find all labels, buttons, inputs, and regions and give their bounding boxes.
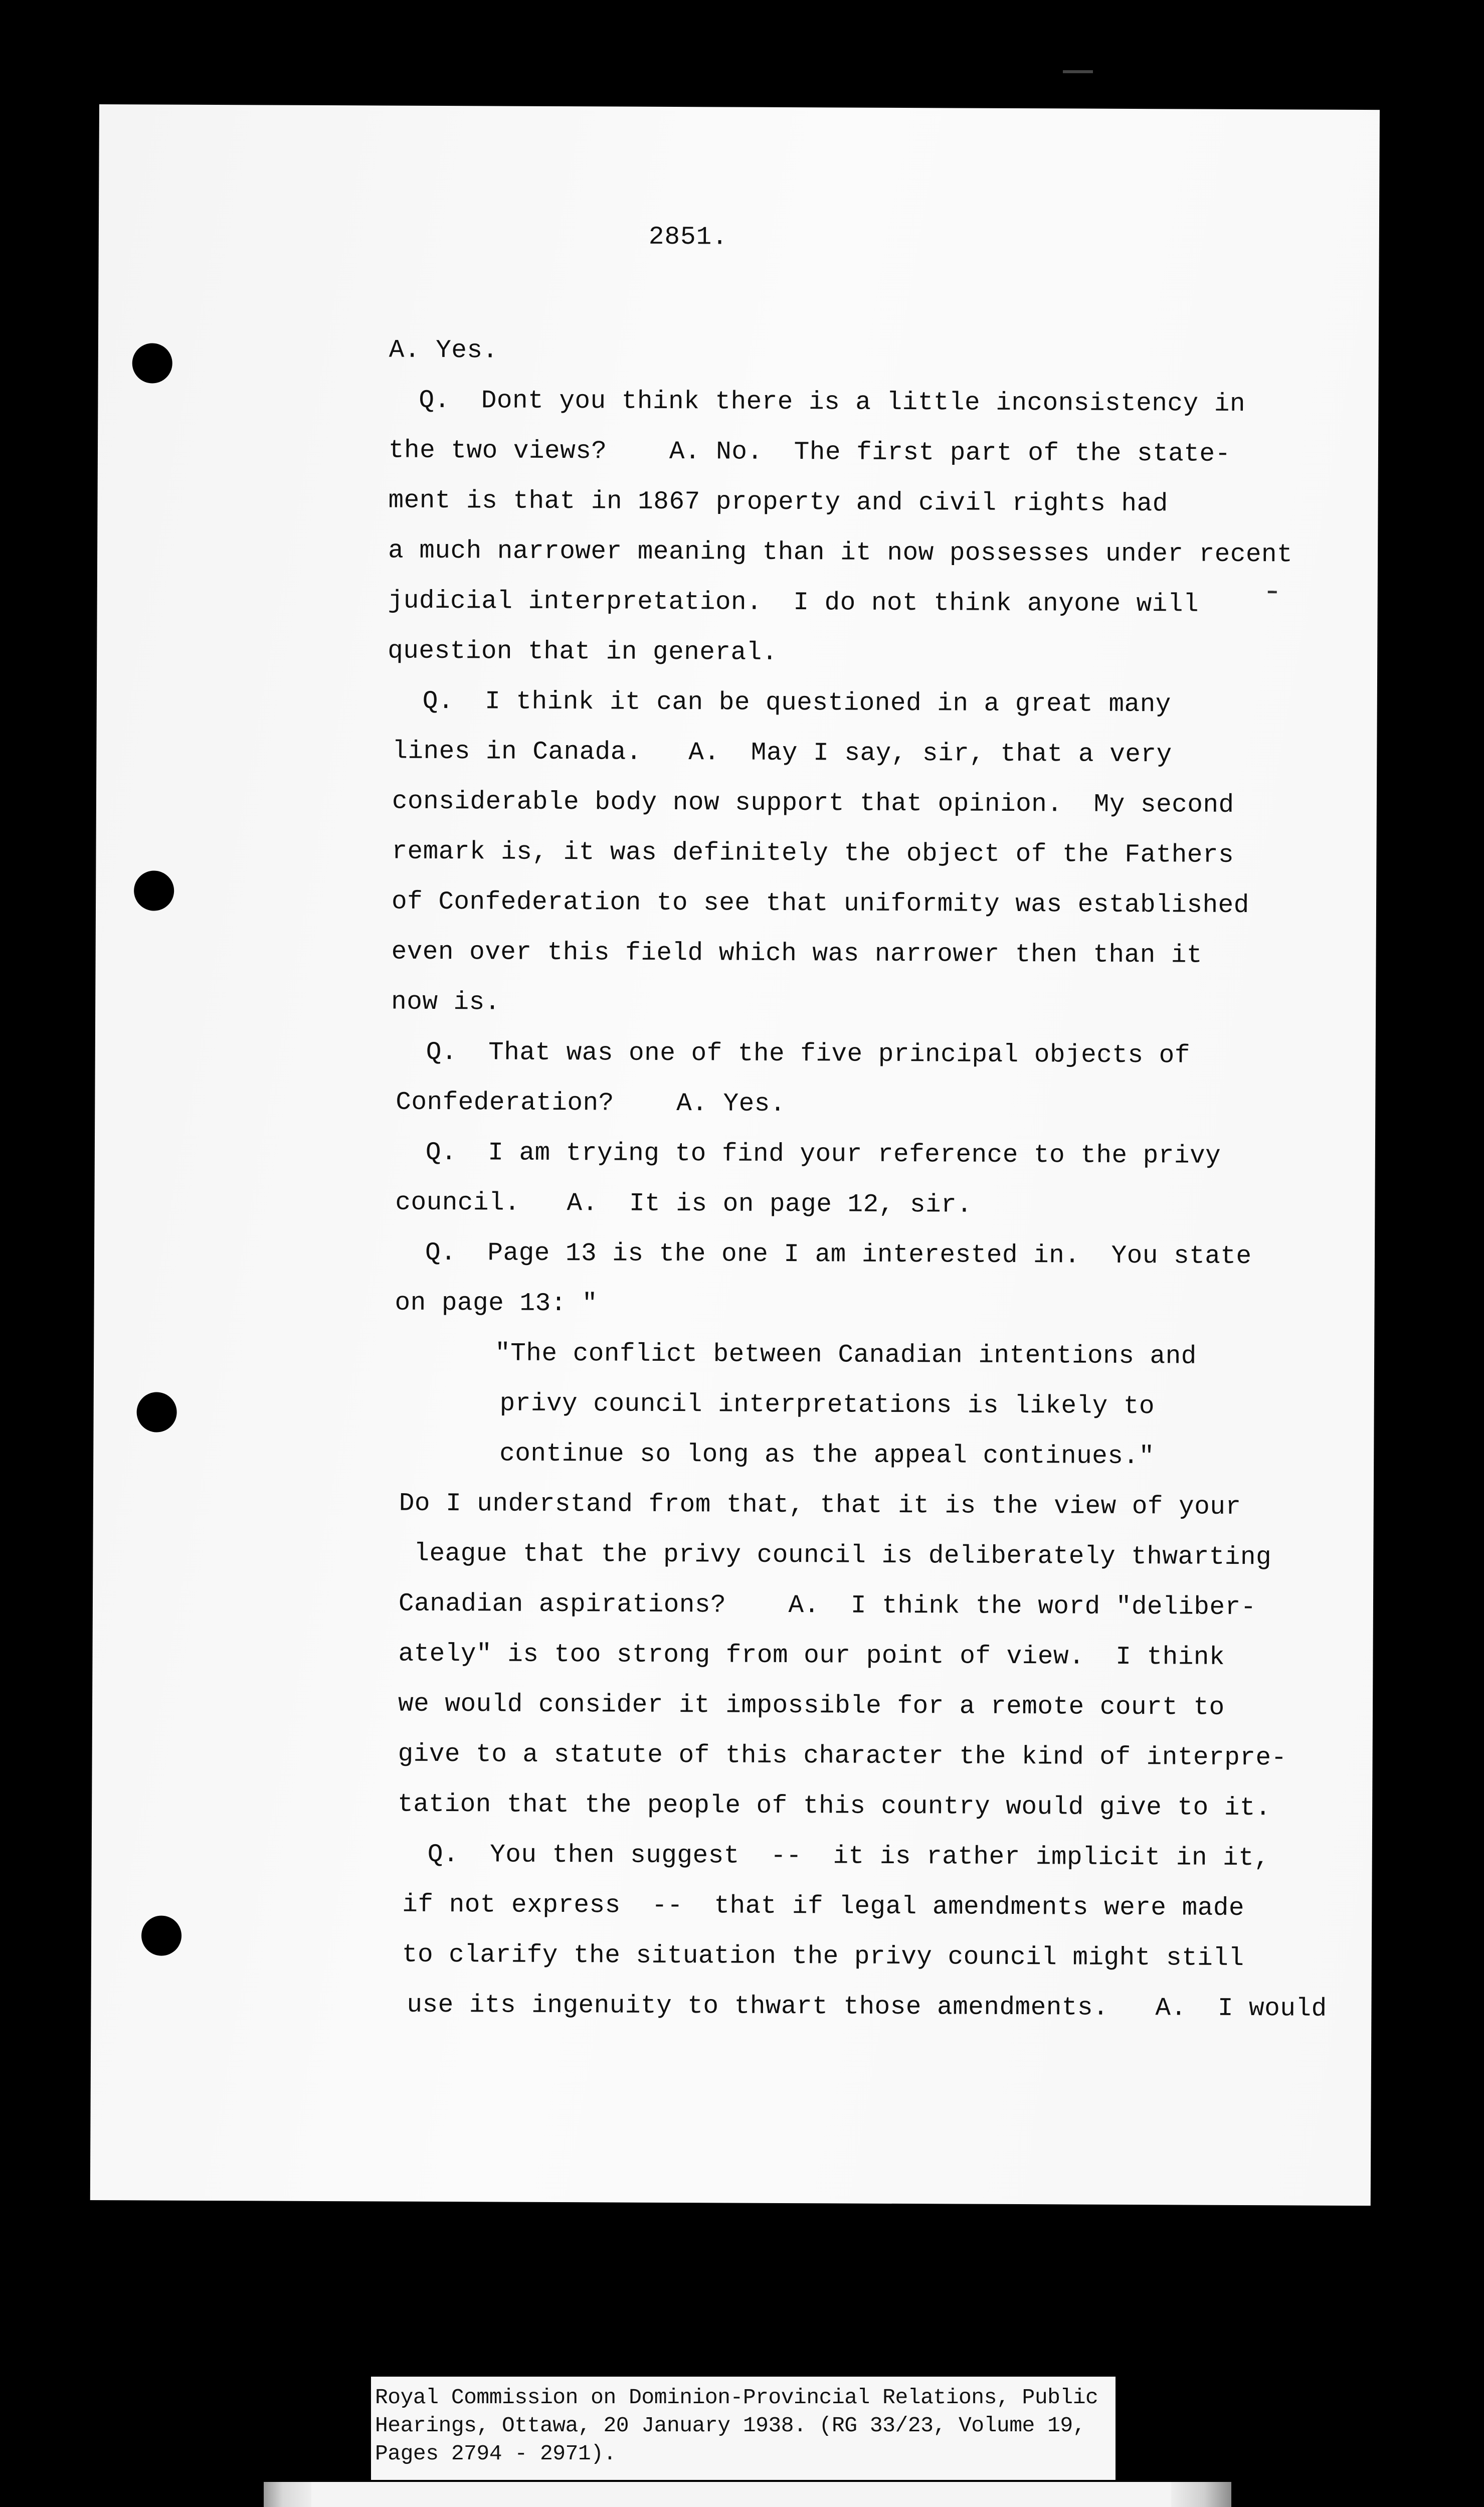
punch-hole [134, 870, 174, 911]
text-line: council. A. It is on page 12, sir. [395, 1188, 973, 1220]
text-line: even over this field which was narrower then than it [391, 938, 1203, 970]
text-line: tation that the people of this country would give to it. [398, 1790, 1271, 1823]
text-line: on page 13: " [395, 1289, 598, 1319]
punch-hole [141, 1915, 181, 1955]
text-line: to clarify the situation the privy council might still [402, 1940, 1244, 1973]
text-line: Q. That was one of the five principal objects of [426, 1038, 1191, 1070]
text-line: Q. Dont you think there is a little inconsistency in [419, 386, 1246, 419]
film-mark [1063, 70, 1093, 73]
quote-line: "The conflict between Canadian intentions and [495, 1339, 1197, 1371]
archives-stamp [264, 2482, 1231, 2507]
text-line: question that in general. [388, 637, 778, 667]
text-line: remark is, it was definitely the object of the Fathers [392, 837, 1234, 870]
text-line: Q. I am trying to find your reference to the privy [425, 1138, 1221, 1171]
text-line: A. Yes. [389, 336, 498, 366]
page-number: 2851. [648, 223, 728, 252]
text-line: a much narrower meaning than it now possesses under recent [388, 536, 1293, 570]
text-line: now is. [391, 988, 501, 1017]
punch-hole [132, 343, 172, 383]
text-line: the two views? A. No. The first part of the state- [388, 436, 1231, 469]
text-line: ment is that in 1867 property and civil rights had [388, 486, 1168, 519]
card-edge [264, 2482, 311, 2507]
document-page [90, 104, 1380, 2206]
stray-mark [1268, 591, 1277, 593]
text-line: league that the privy council is deliberately thwarting [414, 1539, 1272, 1572]
text-line: Q. You then suggest -- it is rather implicit in it, [427, 1840, 1270, 1873]
quote-line: privy council interpretations is likely to [499, 1389, 1155, 1421]
card-edge [1171, 2482, 1231, 2507]
label-line: Pages 2794 - 2971). [375, 2441, 616, 2466]
text-line: use its ingenuity to thwart those amendments. A. I would [407, 1991, 1327, 2024]
text-line: if not express -- that if legal amendments were made [402, 1890, 1245, 1923]
text-line: of Confederation to see that uniformity was established [391, 887, 1249, 921]
label-line: Hearings, Ottawa, 20 January 1938. (RG 33/23, Volume 19, [375, 2413, 1086, 2438]
label-line: Royal Commission on Dominion-Provincial Relations, Public [375, 2385, 1098, 2410]
text-line: considerable body now support that opinion. My second [392, 787, 1234, 820]
text-line: Do I understand from that, that it is the view of your [399, 1489, 1241, 1522]
source-label [371, 2377, 1116, 2480]
text-line: Canadian aspirations? A. I think the word "deliber- [398, 1589, 1256, 1623]
text-line: Q. I think it can be questioned in a great many [422, 687, 1171, 720]
text-line: give to a statute of this character the kind of interpre- [398, 1740, 1287, 1773]
text-line: we would consider it impossible for a remote court to [398, 1690, 1225, 1722]
punch-hole [136, 1392, 176, 1432]
text-line: Q. Page 13 is the one I am interested in. You state [425, 1238, 1252, 1272]
text-line: ately" is too strong from our point of view. I think [398, 1640, 1225, 1672]
quote-line: continue so long as the appeal continues." [499, 1440, 1155, 1472]
text-line: judicial interpretation. I do not think anyone will [388, 587, 1199, 619]
text-line: Confederation? A. Yes. [396, 1088, 786, 1119]
text-line: lines in Canada. A. May I say, sir, that a very [392, 737, 1172, 770]
